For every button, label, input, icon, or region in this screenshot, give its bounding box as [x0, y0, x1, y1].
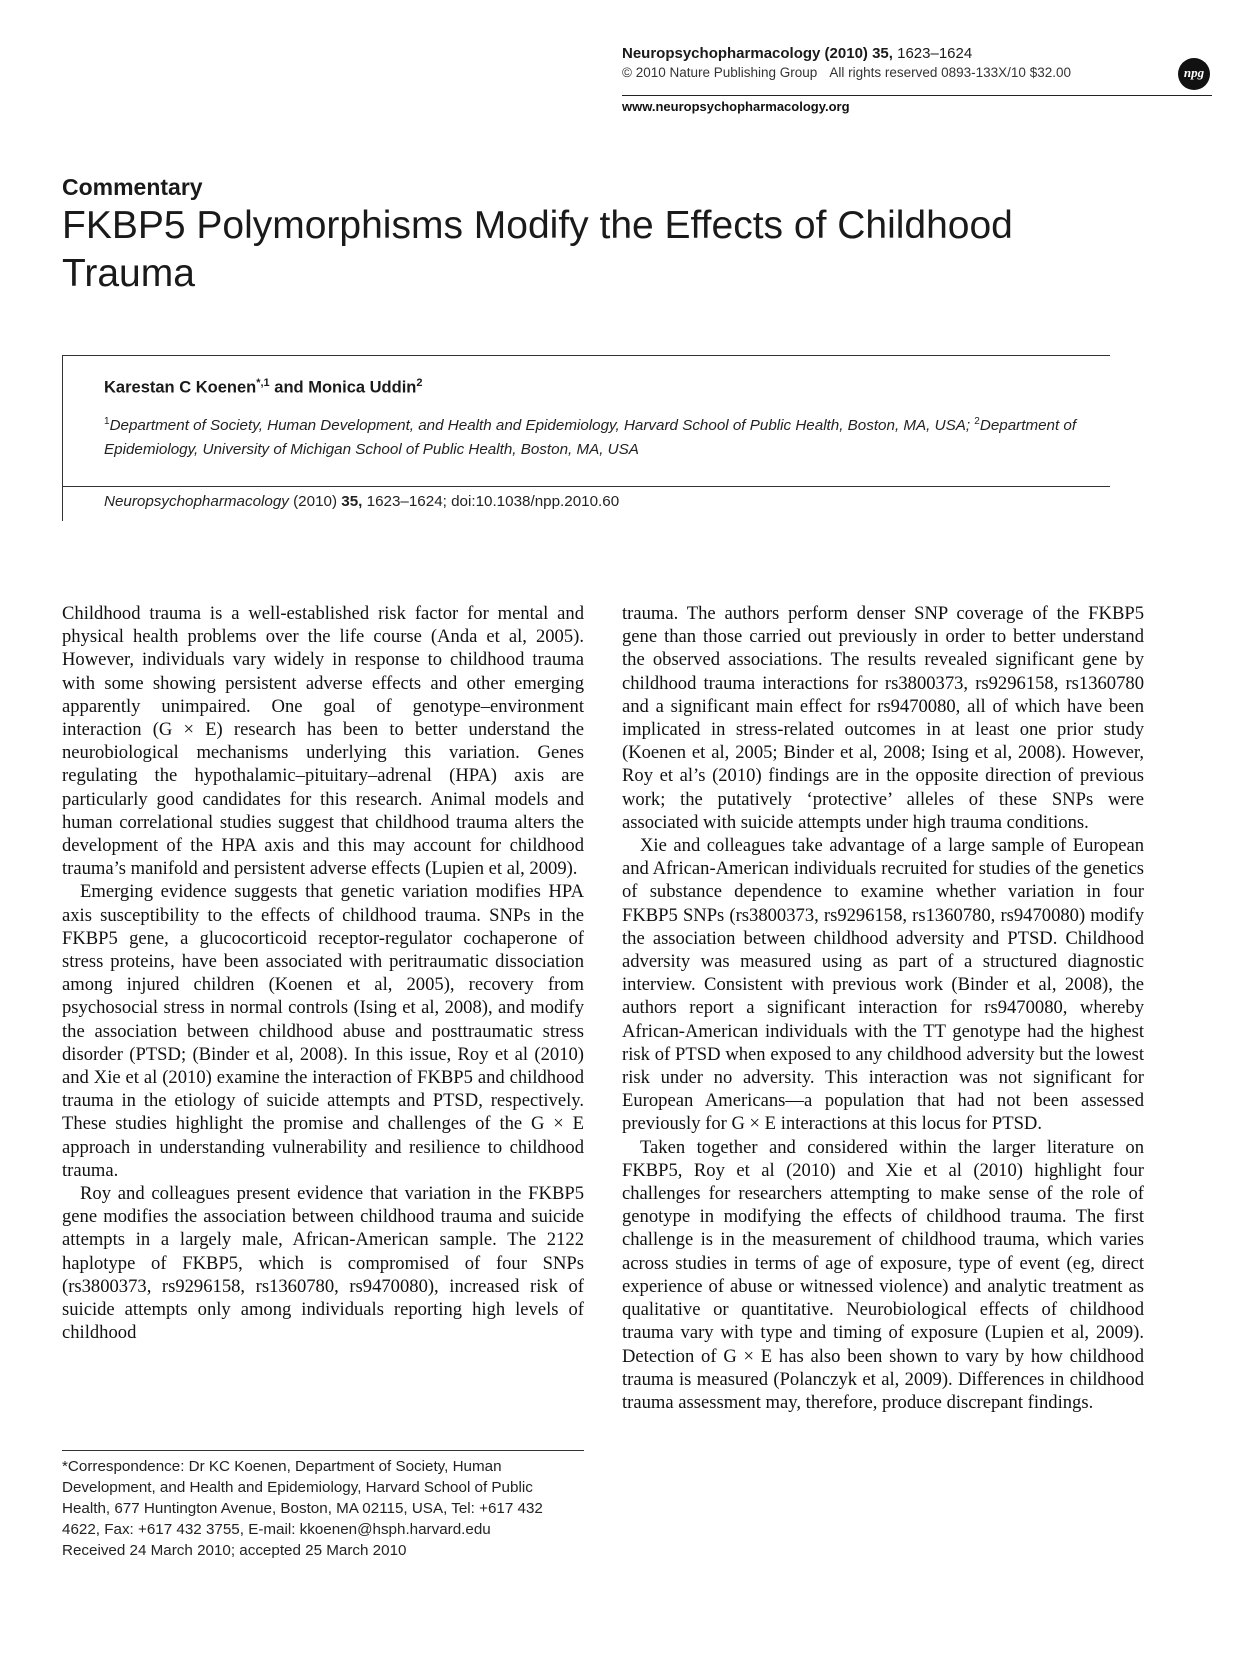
footnote — [62, 1456, 584, 1561]
body-paragraph: Taken together and considered within the larger literature on FKBP5, Roy et al (2010) and Xie et al (2010) highlight four challenges for researchers attempting to make sense of the role of genotype in modifying the effects of childhood trauma. The first challenge is in the measurement of childhood trauma, which varies across studies in terms of age of exposure, type of event (eg, direct experience of abuse or witnessed violence) and analytic treatment as qualitative or quantitative. Neurobiological effects of childhood trauma vary with type and timing of exposure (Lupien et al, 2009). Detection of G × E has also been shown to vary by how childhood trauma is measured (Polanczyk et al, 2009). Differences in childhood trauma assessment may, therefore, produce discrepant findings. — [622, 1136, 1144, 1413]
article-type-label: Commentary — [62, 174, 203, 200]
article-title-line1: FKBP5 Polymorphisms Modify the Effects of Childhood — [62, 204, 1013, 247]
journal-name: Neuropsychopharmacology (2010) 35, — [622, 45, 893, 62]
author-affiliation-mark: *,1 — [256, 377, 270, 389]
affiliation-mark: 2 — [974, 416, 980, 427]
author-list — [104, 377, 423, 398]
citation-pages-doi: 1623–1624; doi:10.1038/npp.2010.60 — [366, 493, 620, 510]
body-paragraph: Xie and colleagues take advantage of a large sample of European and African-American individuals recruited for studies of the genetics of substance dependence to examine whether variation in four FKBP5 SNPs (rs3800373, rs9296158, rs1360780, rs9470080) modify the association between childhood adversity and PTSD. Childhood adversity was measured using as part of a structured diagnostic interview. Consistent with previous work (Binder et al, 2008), the authors report a significant interaction for rs9470080, whereby African-American individuals with the TT genotype had the highest risk of PTSD when exposed to any childhood adversity but the lowest risk under no adversity. This interaction was not significant for European Americans—a population that had not been assessed previously for G × E interactions at this locus for PTSD. — [622, 835, 1144, 1135]
author-name: Karestan C Koenen — [104, 378, 257, 397]
body-column-left — [62, 602, 584, 1345]
author-affiliation-mark: 2 — [416, 377, 423, 389]
journal-pages: 1623–1624 — [897, 45, 973, 62]
citation-volume: 35, — [341, 493, 363, 510]
citation-box — [62, 487, 620, 521]
copyright-line — [622, 64, 1212, 82]
journal-citation-line — [622, 44, 1212, 64]
author-box-top-rule — [63, 355, 1110, 356]
footnote-divider — [62, 1450, 584, 1451]
journal-header — [622, 44, 1212, 82]
author-name: Monica Uddin — [308, 378, 417, 397]
article-title-line2: Trauma — [62, 252, 195, 295]
copyright-text: © 2010 Nature Publishing Group — [622, 65, 818, 80]
article-citation — [104, 493, 619, 510]
received-dates: Received 24 March 2010; accepted 25 March 2010 — [62, 1542, 407, 1559]
author-box — [62, 355, 1110, 487]
body-paragraph: Emerging evidence suggests that genetic variation modifies HPA axis susceptibility to the effects of childhood trauma. SNPs in the FKBP5 gene, a glucocorticoid receptor-regulator cochaperone of stress proteins, have been associated with peritraumatic dissociation among injured children (Koenen et al, 2005), recovery from psychosocial stress in normal controls (Ising et al, 2008), and modify the association between childhood abuse and posttraumatic stress disorder (PTSD; (Binder et al, 2008). In this issue, Roy et al (2010) and Xie et al (2010) examine the interaction of FKBP5 and childhood trauma in the etiology of suicide attempts and PTSD, respectively. These studies highlight the promise and challenges of the G × E approach in understanding vulnerability and resilience to childhood trauma. — [62, 881, 584, 1181]
author-conjunction: and — [274, 378, 304, 397]
affiliation-text: Department of Epidemiology, University of Michigan School of Public Health, Boston, MA, USA — [104, 417, 1077, 459]
journal-url-link[interactable]: www.neuropsychopharmacology.org — [622, 99, 850, 114]
author-box-bottom-rule — [63, 486, 1110, 487]
body-paragraph: Roy and colleagues present evidence that variation in the FKBP5 gene modifies the association between childhood trauma and suicide attempts in a largely male, African-American sample. The 2122 haplotype of FKBP5, which is compromised of four SNPs (rs3800373, rs9296158, rs1360780, rs9470080), increased risk of suicide attempts only among individuals reporting high levels of childhood — [62, 1183, 584, 1344]
citation-year: (2010) — [293, 493, 338, 510]
npg-logo-icon: npg — [1178, 58, 1210, 90]
citation-journal: Neuropsychopharmacology — [104, 493, 289, 510]
header-divider — [622, 95, 1212, 96]
article-title — [62, 202, 1062, 298]
body-paragraph: Childhood trauma is a well-established risk factor for mental and physical health problems over the life course (Anda et al, 2005). However, individuals vary widely in response to childhood trauma with some showing persistent adverse effects and other emerging apparently unimpaired. One goal of genotype–environment interaction (G × E) research has been to better understand the neurobiological mechanisms underlying this variation. Genes regulating the hypothalamic–pituitary–adrenal (HPA) axis are particularly good candidates for this research. Animal models and human correlational studies suggest that childhood trauma alters the development of the HPA axis and this may account for childhood trauma’s manifold and persistent adverse effects (Lupien et al, 2009). — [62, 603, 584, 880]
affiliations — [104, 410, 1109, 462]
body-column-right — [622, 602, 1144, 1414]
affiliation-mark: 1 — [104, 416, 110, 427]
affiliation-text: Department of Society, Human Development, and Health and Epidemiology, Harvard School of Public Health, Boston, MA, USA; — [109, 417, 971, 435]
rights-text: All rights reserved 0893-133X/10 $32.00 — [829, 65, 1071, 80]
body-paragraph: trauma. The authors perform denser SNP coverage of the FKBP5 gene than those carried out previously in order to better understand the observed associations. The results revealed significant gene by childhood trauma interactions for rs3800373, rs9296158, rs1360780 and a significant main effect for rs9470080, all of which have been implicated in stress-related outcomes in at least one prior study (Koenen et al, 2005; Binder et al, 2008; Ising et al, 2008). However, Roy et al’s (2010) findings are in the opposite direction of previous work; the putatively ‘protective’ alleles of these SNPs were associated with suicide attempts under high trauma conditions. — [622, 603, 1144, 833]
correspondence-note: *Correspondence: Dr KC Koenen, Department of Society, Human Development, and Health and Epidemiology, Harvard School of Public Health, 677 Huntington Avenue, Boston, MA 02115, USA, Tel: +617 432 4622, Fax: +617 432 3755, E-mail: kkoenen@hsph.harvard.edu — [62, 1458, 543, 1538]
